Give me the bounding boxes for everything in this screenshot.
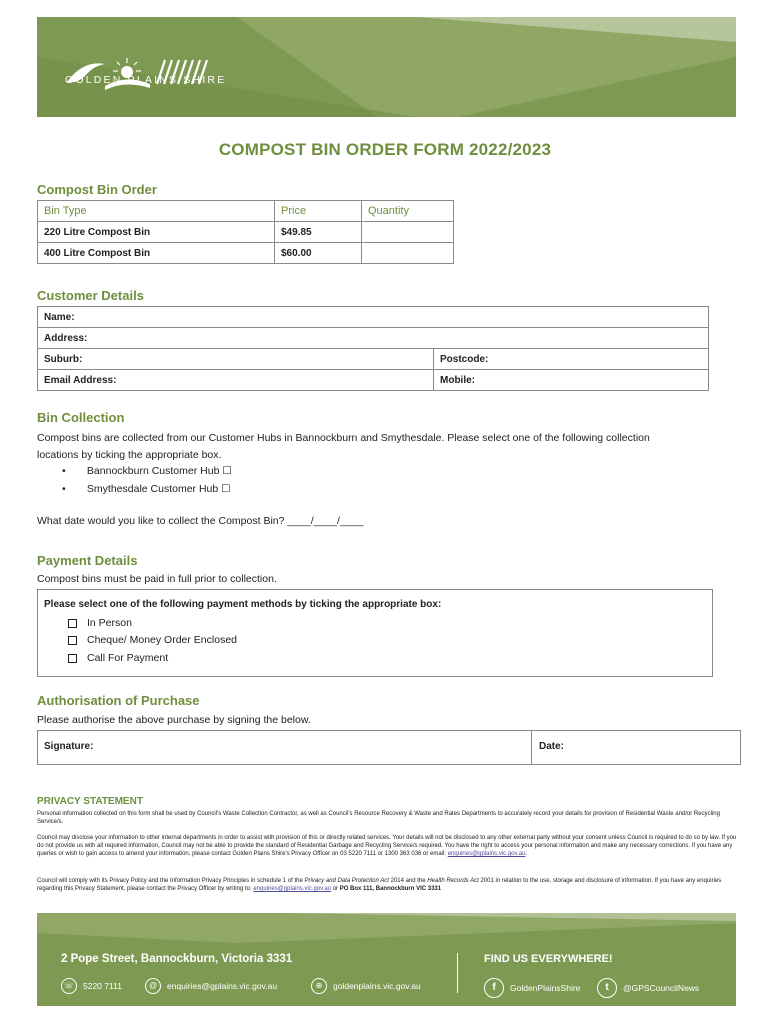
website-text: goldenplains.vic.gov.au (333, 981, 421, 991)
footer-banner (37, 913, 736, 1006)
privacy-heading: PRIVACY STATEMENT (37, 796, 143, 807)
signature-box (37, 730, 741, 765)
bin-type-cell: 400 Litre Compost Bin (38, 243, 275, 264)
privacy-text: . (525, 851, 528, 857)
table-row (38, 222, 454, 243)
quantity-input-cell[interactable] (362, 243, 454, 264)
price-cell: $60.00 (275, 243, 362, 264)
collection-option-bannockburn (62, 465, 232, 477)
table-row (38, 243, 454, 264)
signature-field[interactable]: Signature: (38, 731, 532, 764)
payment-methods-box (37, 589, 713, 677)
footer-divider (457, 953, 458, 993)
customer-heading: Customer Details (37, 288, 144, 303)
collection-heading: Bin Collection (37, 410, 125, 425)
payment-box-title: Please select one of the following payment methods by ticking the appropriate box: (44, 599, 442, 610)
authorisation-heading: Authorisation of Purchase (37, 693, 200, 708)
column-header: Quantity (362, 201, 454, 222)
address-field[interactable]: Address: (38, 328, 709, 349)
footer-twitter[interactable] (597, 978, 699, 998)
column-header: Price (275, 201, 362, 222)
email-text: enquiries@gplains.vic.gov.au (167, 981, 278, 991)
privacy-text: or (332, 886, 339, 892)
bullet: • (62, 483, 66, 495)
postcode-field[interactable]: Postcode: (434, 349, 709, 370)
option-label: Smythesdale Customer Hub (86, 483, 219, 495)
mobile-field[interactable]: Mobile: (434, 370, 709, 391)
payment-heading: Payment Details (37, 553, 138, 568)
checkbox-icon[interactable] (68, 636, 77, 645)
twitter-text: @GPSCouncilNews (623, 983, 700, 993)
option-label: Bannockburn Customer Hub (86, 465, 220, 477)
checkbox-icon[interactable] (68, 619, 77, 628)
date-field[interactable]: Date: (539, 741, 565, 752)
footer-phone[interactable] (61, 978, 122, 994)
globe-icon: ⊕ (311, 978, 327, 994)
bin-type-cell: 220 Litre Compost Bin (38, 222, 275, 243)
facebook-text: GoldenPlainsShire (510, 983, 581, 993)
collection-intro-line2: locations by ticking the appropriate box. (37, 449, 222, 461)
footer-website[interactable] (311, 978, 421, 994)
bullet: • (62, 465, 66, 477)
authorisation-intro: Please authorise the above purchase by signing the below. (37, 714, 311, 726)
payment-cheque[interactable] (68, 634, 237, 646)
order-table (37, 200, 454, 264)
suburb-field[interactable]: Suburb: (38, 349, 434, 370)
facebook-icon: f (484, 978, 504, 998)
payment-in-person[interactable] (68, 617, 132, 629)
price-cell: $49.85 (275, 222, 362, 243)
phone-icon: ☏ (61, 978, 77, 994)
find-us-heading: FIND US EVERYWHERE! (484, 953, 613, 965)
payment-intro: Compost bins must be paid in full prior to collection. (37, 573, 277, 585)
collection-date-question[interactable]: What date would you like to collect the Compost Bin? ____/____/____ (37, 515, 364, 527)
org-name: GOLDEN PLAINS SHIRE (65, 74, 227, 86)
method-label: Call For Payment (87, 652, 169, 664)
privacy-text: Council may disclose your information to other internal departments in order to assist with provision of this or directly related services. Your details will not be disclosed to any other external party without your consent unless Council is required to do so by law. If you do not provide us with all required information, Council may not be able to provide the standard of Residential Garbage and Recycling Service/s required. You have the right to access your personal information and make any necessary corrections. If you have any queries or wish to gain access to amend your information, please contact Golden Plains Shire's Privacy Officer on 03 5220 7111 or 1300 363 036 or email: (37, 835, 737, 857)
page-title: COMPOST BIN ORDER FORM 2022/2023 (218, 140, 552, 159)
email-icon: @ (145, 978, 161, 994)
privacy-email-link[interactable]: enquiries@gplains.vic.gov.au (253, 886, 332, 892)
footer-facebook[interactable] (484, 978, 580, 998)
phone-text: 5220 7111 (83, 981, 122, 991)
privacy-paragraph-2 (37, 834, 737, 858)
customer-table (37, 306, 709, 391)
footer-email[interactable] (145, 978, 277, 994)
bannockburn-checkbox[interactable]: ☐ (222, 465, 232, 477)
footer-address: 2 Pope Street, Bannockburn, Victoria 3331 (61, 953, 293, 965)
name-field[interactable]: Name: (38, 307, 709, 328)
payment-call[interactable] (68, 652, 168, 664)
privacy-paragraph-1: Personal information collected on this form shall be used by Council's Waste Collection Contractor, as well as Council's Resource Recovery & Waste and Rates Departments to accurately record your details for provision of Residential Waste and/or Recycling Service/s. (37, 811, 720, 825)
twitter-icon: t (597, 978, 617, 998)
column-header: Bin Type (38, 201, 275, 222)
email-field[interactable]: Email Address: (38, 370, 434, 391)
privacy-text: 2001 in relation to the use, storage and disclosure of information. If you have any enquiries regarding this Privacy Statement, please contact the Privacy Officer by writing to: (37, 878, 722, 892)
table-header-row (38, 201, 454, 222)
privacy-act-name: Health Records Act (427, 878, 479, 884)
collection-intro-line1: Compost bins are collected from our Customer Hubs in Bannockburn and Smythesdale. Please select one of the following collection (37, 432, 650, 444)
checkbox-icon[interactable] (68, 654, 77, 663)
quantity-input-cell[interactable] (362, 222, 454, 243)
header-banner (37, 17, 736, 117)
order-heading: Compost Bin Order (37, 182, 157, 197)
privacy-po-box: PO Box 111, Bannockburn VIC 3331 (339, 886, 442, 892)
method-label: Cheque/ Money Order Enclosed (87, 634, 237, 646)
collection-option-smythesdale (62, 483, 231, 495)
smythesdale-checkbox[interactable]: ☐ (221, 483, 231, 495)
privacy-act-name: Privacy and Data Protection Act (304, 878, 389, 884)
privacy-text: 2014 and the (390, 878, 426, 884)
method-label: In Person (87, 617, 132, 629)
privacy-paragraph-3 (37, 877, 737, 893)
privacy-email-link[interactable]: enquiries@gplains.vic.gov.au (447, 851, 526, 857)
privacy-text: Council will comply with its Privacy Policy and the Information Privacy Principles in schedule 1 of the (37, 878, 303, 884)
